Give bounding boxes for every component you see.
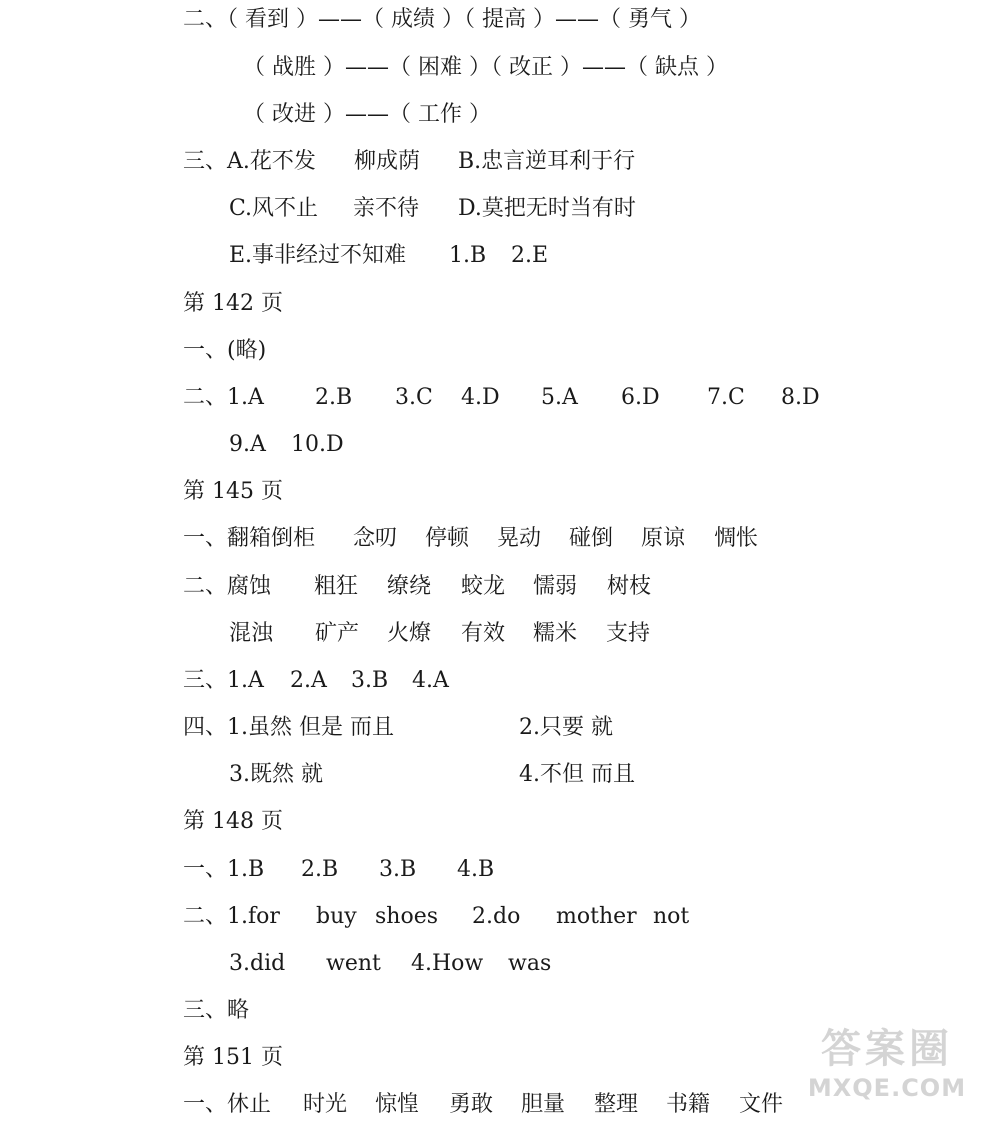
answer-text: shoes [375,904,439,929]
answer-text: 支持 [606,621,651,646]
answer-text: went [326,951,381,976]
answer-text: 树枝 [607,574,652,599]
answer-text: 3.B [351,668,389,693]
text-line [183,666,990,696]
answer-text: 四、1.虽然 但是 而且 [183,715,394,740]
text-line [183,524,990,554]
answer-text: 文件 [739,1092,784,1117]
answer-text: D.莫把无时当有时 [458,196,636,221]
text-line [183,5,990,35]
answer-text: not [653,904,690,929]
answer-text: 混浊 [229,621,274,646]
answer-text: 9.A [229,432,266,457]
text-line [183,996,990,1026]
text-line [229,949,990,979]
text-line [183,383,990,413]
answer-text: 三、略 [183,998,250,1023]
answer-text: 3.既然 就 [229,762,323,787]
answer-text: 三、A.花不发 [183,149,316,174]
answer-text: B.忠言逆耳利于行 [458,149,636,174]
text-line [183,477,990,507]
answer-text: 碰倒 [569,526,614,551]
answer-text: 整理 [594,1092,639,1117]
answer-text: 6.D [621,385,660,410]
answer-text: 4.不但 而且 [519,762,635,787]
answer-text: 第 142 页 [183,291,283,316]
answer-text: 念叨 [353,526,398,551]
answer-text: mother [556,904,637,929]
watermark-top-text: 答案圈 [821,1026,953,1072]
text-line [183,902,990,932]
answer-text: 二、1.A [183,385,264,410]
text-line [229,760,990,790]
text-line [229,619,990,649]
text-line [183,289,990,319]
answer-text: 一、翻箱倒柜 [183,526,316,551]
answer-text: 第 145 页 [183,479,283,504]
answer-text: 4.B [457,857,495,882]
answer-text: 4.A [412,668,449,693]
answer-text: 亲不待 [353,196,420,221]
answer-text: 7.C [707,385,745,410]
answer-text: 停顿 [425,526,470,551]
answer-text: 二、1.for [183,904,280,929]
answer-text: 矿产 [315,621,360,646]
text-line [243,100,990,130]
answer-text: （ 战胜 ）——（ 困难 ）（ 改正 ）——（ 缺点 ） [243,55,728,80]
answer-text: 8.D [781,385,820,410]
answer-text: 缭绕 [387,574,432,599]
answer-text: 勇敢 [449,1092,494,1117]
text-line [183,855,990,885]
answer-text: 3.did [229,951,286,976]
answer-text: 懦弱 [533,574,578,599]
answer-text: 3.C [395,385,433,410]
answer-text: 4.How [411,951,484,976]
answer-text: 一、(略) [183,338,267,363]
answer-text: 第 151 页 [183,1045,283,1070]
answer-text: 一、休止 [183,1092,272,1117]
answer-text: 蛟龙 [461,574,506,599]
answer-text: 1.B [449,243,487,268]
answer-text: 2.B [315,385,353,410]
answer-text: 二、腐蚀 [183,574,272,599]
answer-text: 胆量 [521,1092,566,1117]
answer-text: （ 改进 ）——（ 工作 ） [243,102,491,127]
answer-text: 糯米 [533,621,578,646]
answer-text: 二、（ 看到 ）——（ 成绩 ）（ 提高 ）——（ 勇气 ） [183,7,701,32]
text-line [183,147,990,177]
answer-text: E.事非经过不知难 [229,243,407,268]
answer-text: 10.D [291,432,344,457]
answer-text: 2.只要 就 [519,715,613,740]
text-line [183,572,990,602]
answer-text: 柳成荫 [354,149,421,174]
answer-text: 2.E [511,243,549,268]
answer-text: 火燎 [387,621,432,646]
answer-text: 三、1.A [183,668,264,693]
text-line [183,336,990,366]
answer-text: buy [316,904,357,929]
answer-text: 2.A [290,668,327,693]
answer-text: 2.B [301,857,339,882]
answer-text: C.风不止 [229,196,319,221]
answer-text: 第 148 页 [183,809,283,834]
site-watermark-logo [792,1025,982,1117]
answer-text: 4.D [461,385,500,410]
answer-text: 书籍 [666,1092,711,1117]
answer-text: 5.A [541,385,578,410]
text-line [243,53,990,83]
answer-text: 粗狂 [314,574,359,599]
answer-text: 惆怅 [714,526,759,551]
text-line [229,194,990,224]
text-line [229,430,990,460]
answer-text: 时光 [303,1092,348,1117]
answer-text: 2.do [472,904,521,929]
answer-text: 有效 [461,621,506,646]
answer-text: 3.B [379,857,417,882]
answer-text: was [508,951,552,976]
answer-text: 惊惶 [375,1092,420,1117]
answer-text: 晃动 [497,526,542,551]
answer-text: 一、1.B [183,857,265,882]
text-line [229,241,990,271]
text-line [183,807,990,837]
watermark-bottom-text: MXQE.COM [807,1074,967,1102]
text-line [183,713,990,743]
answer-text: 原谅 [641,526,686,551]
